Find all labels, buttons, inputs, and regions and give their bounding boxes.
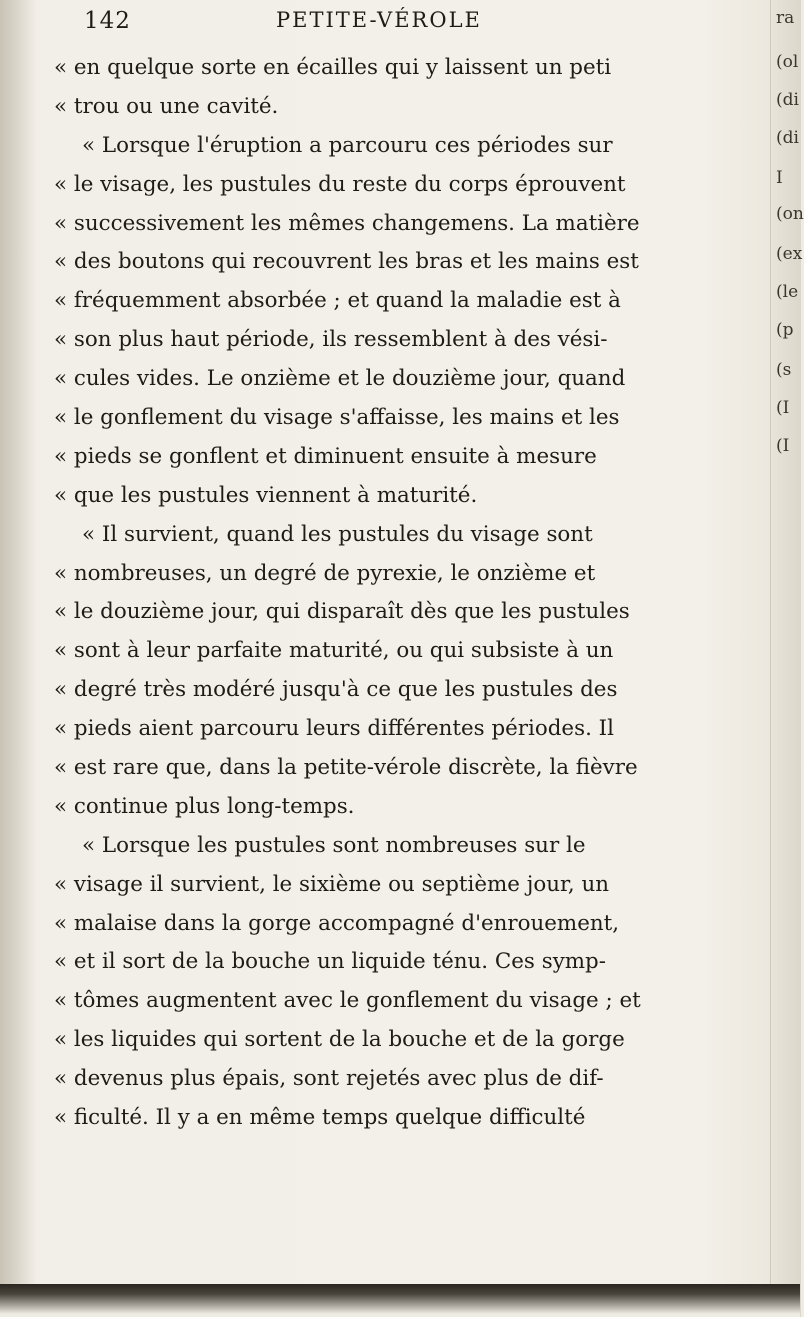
page-number: 142 — [84, 8, 131, 34]
text-line: « malaise dans la gorge accompagné d'enrouement, — [54, 910, 620, 936]
text-line: « son plus haut période, ils ressemblent à des vési- — [54, 327, 608, 353]
text-line: « en quelque sorte en écailles qui y laissent un peti — [54, 55, 612, 80]
adjacent-page-fragment: (di — [776, 128, 799, 148]
text-line: « degré très modéré jusqu'à ce que les pustules des — [54, 677, 618, 703]
text-line: « continue plus long-temps. — [54, 793, 355, 819]
text-line: « ficulté. Il y a en même temps quelque difficulté — [54, 1105, 586, 1131]
adjacent-page-fragment: (le — [776, 282, 799, 302]
adjacent-page-fragment: (I — [776, 436, 790, 456]
text-line: « fréquemment absorbée ; et quand la maladie est à — [54, 288, 621, 314]
running-title: PETITE-VÉROLE — [276, 8, 482, 32]
text-line: « le douzième jour, qui disparaît dès que les pustules — [54, 599, 630, 625]
text-line: « les liquides qui sortent de la bouche et de la gorge — [54, 1027, 625, 1053]
text-line: « pieds aient parcouru leurs différentes périodes. Il — [54, 716, 614, 742]
text-line: « le gonflement du visage s'affaisse, les mains et les — [54, 405, 620, 431]
adjacent-page-fragment: (s — [776, 360, 792, 380]
text-line: « et il sort de la bouche un liquide ténu. Ces symp- — [54, 949, 606, 975]
adjacent-page-fragment: I — [776, 168, 783, 188]
adjacent-page-fragment: (on — [776, 204, 804, 224]
adjacent-page-fragment: (ol — [776, 52, 799, 72]
adjacent-page-fragment: (di — [776, 90, 799, 110]
text-line: « tômes augmentent avec le gonflement du visage ; et — [54, 988, 641, 1014]
bottom-page-edge — [0, 1284, 800, 1317]
text-line: « pieds se gonflent et diminuent ensuite à mesure — [54, 443, 597, 469]
body-text — [54, 49, 766, 1138]
page-header — [84, 8, 764, 44]
text-line: « visage il survient, le sixième ou septième jour, un — [54, 871, 610, 897]
adjacent-page-fragment: (ex — [776, 244, 803, 264]
text-line: « Il survient, quand les pustules du visage sont — [82, 521, 593, 547]
text-line: « est rare que, dans la petite-vérole discrète, la fièvre — [54, 755, 638, 781]
text-line: « nombreuses, un degré de pyrexie, le onzième et — [54, 560, 596, 586]
adjacent-page-edge — [770, 0, 801, 1317]
binding-shadow — [0, 0, 36, 1317]
text-line: « Lorsque les pustules sont nombreuses sur le — [82, 832, 586, 858]
text-line: « successivement les mêmes changemens. La matière — [54, 210, 640, 236]
text-line: « que les pustules viennent à maturité. — [54, 482, 478, 508]
text-line: « le visage, les pustules du reste du corps éprouvent — [54, 171, 626, 197]
adjacent-page-fragment: (I — [776, 398, 790, 418]
text-line: « Lorsque l'éruption a parcouru ces périodes sur — [82, 132, 613, 158]
text-line: « sont à leur parfaite maturité, ou qui subsiste à un — [54, 638, 614, 664]
text-line: « des boutons qui recouvrent les bras et les mains est — [54, 249, 639, 275]
text-line: « cules vides. Le onzième et le douzième jour, quand — [54, 366, 626, 392]
adjacent-page-fragment: ra — [776, 8, 795, 28]
text-line: « devenus plus épais, sont rejetés avec plus de dif- — [54, 1066, 604, 1092]
adjacent-page-fragment: (p — [776, 320, 794, 340]
text-line: « trou ou une cavité. — [54, 93, 279, 119]
